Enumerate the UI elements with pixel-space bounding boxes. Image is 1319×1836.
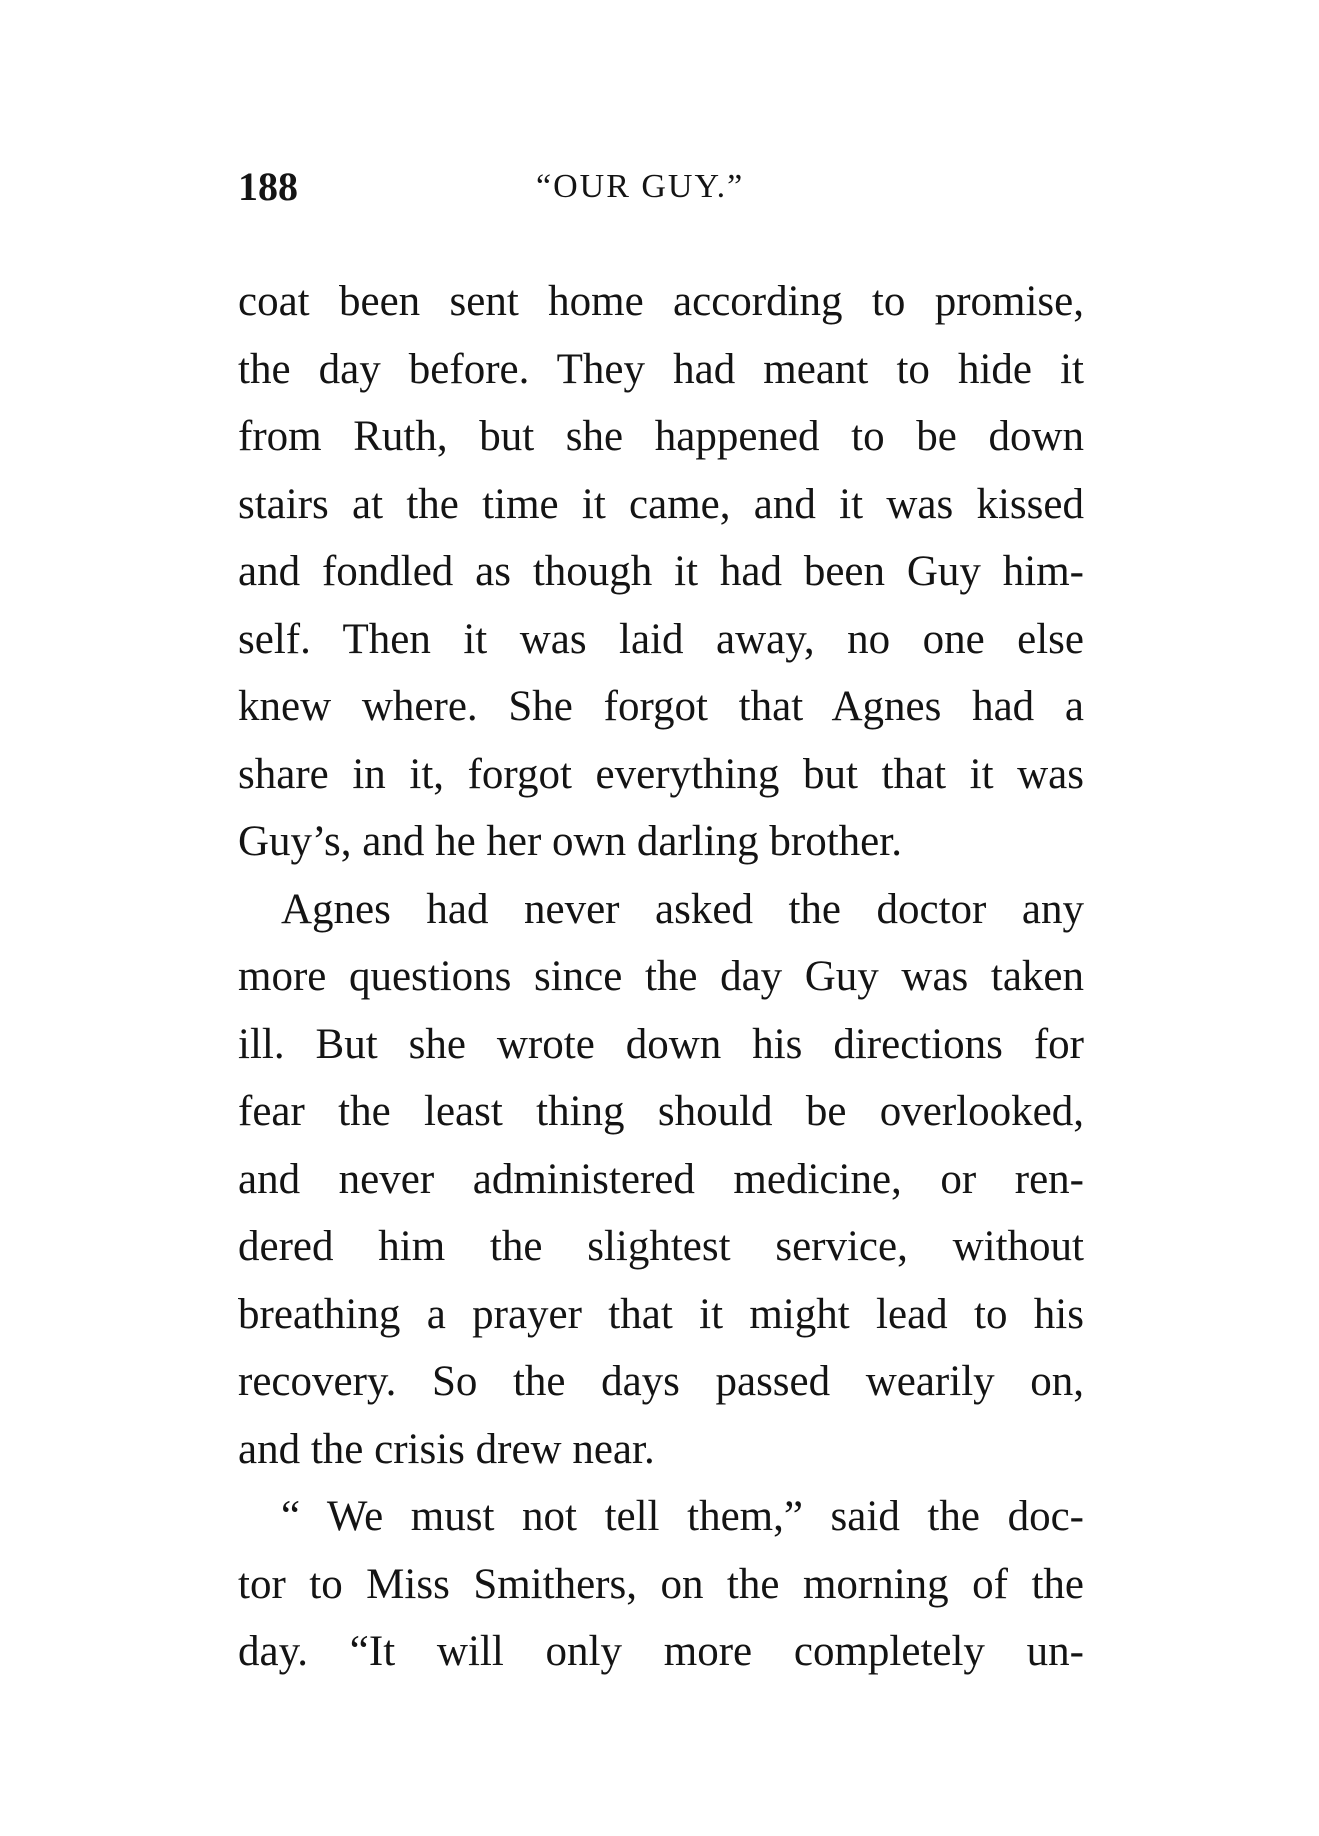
text-line: and never administered medicine, or ren- bbox=[238, 1155, 1084, 1203]
text-line: coat been sent home according to promise, bbox=[238, 278, 1084, 325]
text-line: day. “It will only more completely un- bbox=[238, 1628, 1084, 1675]
paragraph-start-line: “ We must not tell them,” said the doc- bbox=[281, 1493, 1084, 1540]
text-line: and fondled as though it had been Guy him- bbox=[238, 548, 1084, 595]
text-line: tor to Miss Smithers, on the morning of the bbox=[238, 1560, 1084, 1608]
text-line: ill. But she wrote down his directions for bbox=[238, 1020, 1084, 1068]
text-line: recovery. So the days passed wearily on, bbox=[238, 1358, 1084, 1405]
text-line: from Ruth, but she happened to be down bbox=[238, 413, 1084, 460]
page-number: 188 bbox=[238, 164, 298, 209]
text-line: share in it, forgot everything but that it was bbox=[238, 750, 1084, 798]
text-line: breathing a prayer that it might lead to his bbox=[238, 1290, 1084, 1338]
paragraph-start-line: Agnes had never asked the doctor any bbox=[281, 885, 1084, 933]
text-line: knew where. She forgot that Agnes had a bbox=[238, 683, 1084, 730]
text-line: self. Then it was laid away, no one else bbox=[238, 615, 1084, 663]
text-line: dered him the slightest service, without bbox=[238, 1223, 1084, 1270]
text-line: stairs at the time it came, and it was kissed bbox=[238, 480, 1084, 528]
body-text bbox=[238, 268, 1084, 1686]
text-line: the day before. They had meant to hide it bbox=[238, 345, 1084, 393]
running-head bbox=[238, 162, 1084, 222]
text-line: and the crisis drew near. bbox=[238, 1425, 655, 1473]
text-line: more questions since the day Guy was taken bbox=[238, 953, 1084, 1000]
text-line: fear the least thing should be overlooked, bbox=[238, 1088, 1084, 1135]
running-title: “OUR GUY.” bbox=[536, 168, 745, 205]
text-line: Guy’s, and he her own darling brother. bbox=[238, 818, 902, 865]
